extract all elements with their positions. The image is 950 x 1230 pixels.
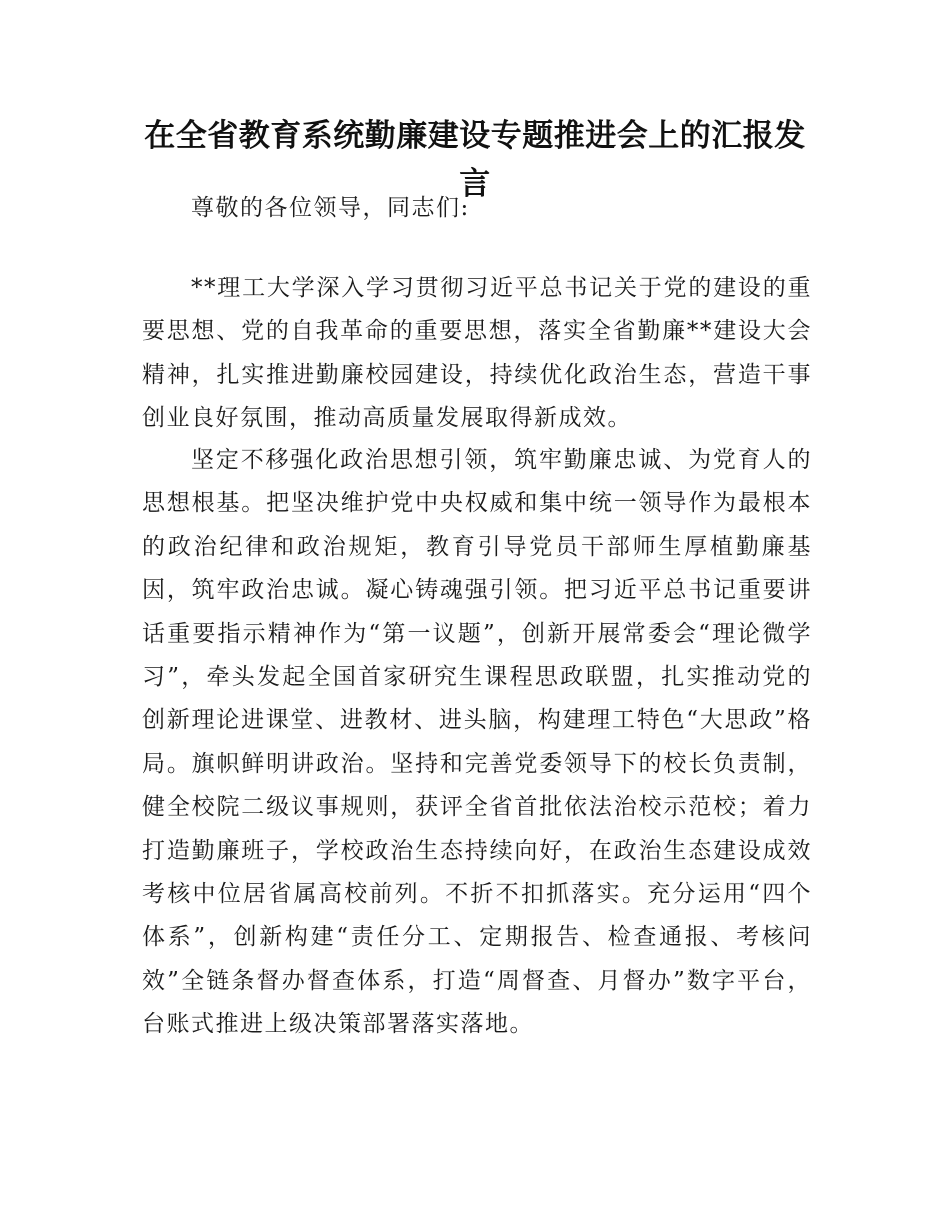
page-title: 在全省教育系统勤廉建设专题推进会上的汇报发言	[144, 118, 806, 202]
salutation: 尊敬的各位领导，同志们:	[191, 195, 470, 221]
body-paragraph-1: **理工大学深入学习贯彻习近平总书记关于党的建设的重要思想、党的自我革命的重要思想，落实全省勤廉**建设大会精神，扎实推进勤廉校园建设，持续优化政治生态，营造干事创业良好氛围，推动高质量发展取得新成效。	[142, 275, 812, 432]
body-paragraph-2: 坚定不移强化政治思想引领，筑牢勤廉忠诚、为党育人的思想根基。把坚决维护党中央权威和集中统一领导作为最根本的政治纪律和政治规矩，教育引导党员干部师生厚植勤廉基因，筑牢政治忠诚。凝心铸魂强引领。把习近平总书记重要讲话重要指示精神作为“第一议题”，创新开展常委会“理论微学习”，牵头发起全国首家研究生课程思政联盟，扎实推动党的创新理论进课堂、进教材、进头脑，构建理工特色“大思政”格局。旗帜鲜明讲政治。坚持和完善党委领导下的校长负责制，健全校院二级议事规则，获评全省首批依法治校示范校；着力打造勤廉班子，学校政治生态持续向好，在政治生态建设成效考核中位居省属高校前列。不折不扣抓落实。充分运用“四个体系”，创新构建“责任分工、定期报告、检查通报、考核问效”全链条督办督查体系，打造“周督查、月督办”数字平台，台账式推进上级决策部署落实落地。	[142, 447, 812, 1038]
